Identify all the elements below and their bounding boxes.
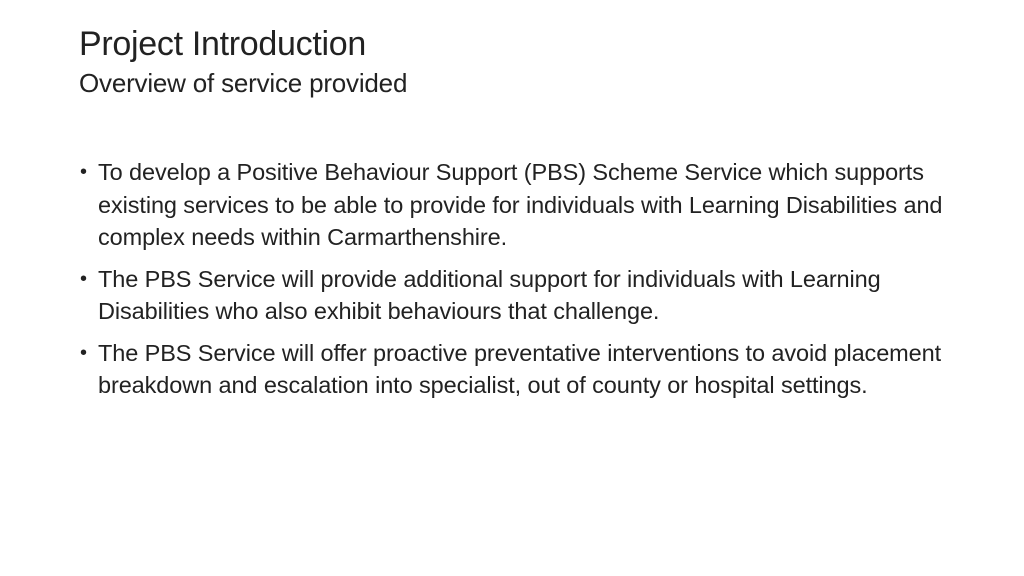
slide-title: Project Introduction	[79, 25, 366, 63]
bullet-icon: •	[80, 267, 87, 290]
title-block	[79, 22, 959, 100]
bullet-list	[80, 156, 960, 402]
slide-subtitle: Overview of service provided	[79, 68, 408, 98]
bullet-text: To develop a Positive Behaviour Support (PBS) Scheme Service which supports existing services to be able to provide for individuals with Learning Disabilities and complex needs within Carmarthenshire.	[98, 159, 943, 250]
bullet-item	[80, 156, 960, 254]
bullet-text: The PBS Service will offer proactive preventative interventions to avoid placement breakdown and escalation into specialist, out of county or hospital settings.	[98, 339, 942, 398]
bullet-item	[80, 337, 960, 402]
bullet-item	[80, 263, 960, 328]
content-area	[80, 156, 960, 411]
bullet-icon: •	[80, 161, 87, 183]
bullet-text: The PBS Service will provide additional support for individuals with Learning Disabilities who also exhibit behaviours that challenge.	[98, 265, 881, 324]
bullet-icon: •	[80, 341, 87, 364]
